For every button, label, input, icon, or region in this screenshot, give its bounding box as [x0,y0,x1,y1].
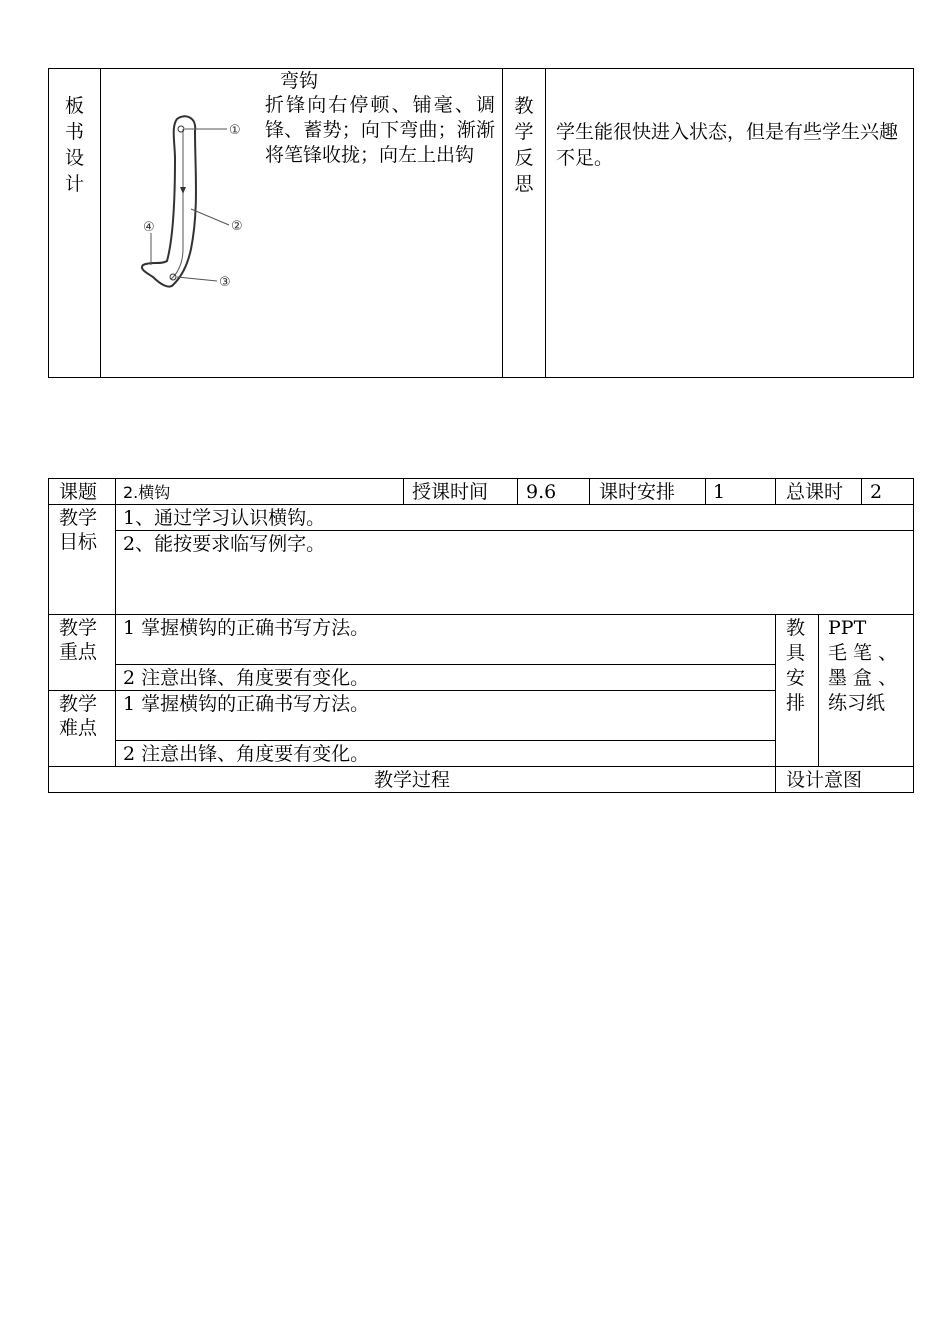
schedule-value: 1 [713,481,726,503]
divider [115,479,116,766]
label-char: 具 [786,642,806,664]
label-char: 计 [64,173,84,195]
key-point-item: 2 注意出锋、角度要有变化。 [123,667,370,689]
divider [818,614,819,766]
topic-label: 课题 [59,481,98,503]
total-hours-label: 总课时 [786,481,844,503]
label-line: 教学 [59,617,98,639]
divider [589,479,590,504]
label-line: 教学 [59,693,98,715]
goal-item: 2、能按要求临写例字。 [123,533,326,555]
divider [100,69,101,377]
time-label: 授课时间 [412,481,489,503]
teaching-process-label: 教学过程 [373,769,450,791]
tool-line: PPT [828,617,867,639]
total-hours-value: 2 [870,481,883,503]
label-char: 设 [64,147,84,169]
key-points-label [59,616,97,664]
divider [115,740,775,741]
divider [49,504,913,505]
label-char: 安 [786,667,806,689]
marker-1: ① [229,123,241,138]
label-line: 教学 [59,507,98,529]
divider [49,766,913,767]
schedule-label: 课时安排 [599,481,676,503]
tools-list [828,616,897,716]
marker-2: ② [231,219,243,234]
tools-label [786,616,805,716]
goal-item: 1、通过学习认识横钩。 [123,507,326,529]
label-char: 思 [514,173,534,195]
label-line: 难点 [59,717,98,739]
stroke-title: 弯钩 [279,70,318,92]
difficulty-item: 2 注意出锋、角度要有变化。 [123,743,370,765]
marker-4: ④ [143,220,155,235]
divider [775,614,776,792]
divider [403,479,404,504]
difficulty-item: 1 掌握横钩的正确书写方法。 [123,693,370,715]
board-design-label [49,93,100,197]
tool-line: 练习纸 [828,692,886,714]
difficulty-label [59,692,97,740]
design-intent-label: 设计意图 [786,769,863,791]
divider [49,690,775,691]
divider [545,69,546,377]
tool-line: 墨 盒 、 [828,667,898,689]
divider [861,479,862,504]
stroke-outline [142,116,196,286]
label-char: 教 [786,617,806,639]
label-char: 教 [514,95,534,117]
key-point-item: 1 掌握横钩的正确书写方法。 [123,617,370,639]
divider [705,479,706,504]
board-design-table [48,68,914,378]
lesson-plan-table [48,478,914,793]
goal-label [59,506,97,554]
label-char: 反 [514,147,534,169]
divider [49,614,913,615]
marker-3: ③ [219,275,231,290]
label-char: 板 [64,95,84,117]
reflection-text: 学生能很快进入状态，但是有些学生兴趣不足。 [556,121,899,169]
divider [517,479,518,504]
divider [115,530,913,531]
label-char: 排 [786,692,806,714]
label-line: 重点 [59,641,98,663]
stroke-description: 折锋向右停顿、铺毫、调锋、蓄势；向下弯曲；渐渐将笔锋收拢；向左上出钩 [265,94,495,166]
divider [115,664,775,665]
label-line: 目标 [59,531,98,553]
time-value: 9.6 [526,481,557,503]
tool-line: 毛 笔 、 [828,642,898,664]
label-char: 学 [514,121,534,143]
reflection-label [503,93,545,197]
label-char: 书 [64,121,84,143]
divider [775,479,776,504]
topic-value: 2.横钩 [123,483,171,502]
